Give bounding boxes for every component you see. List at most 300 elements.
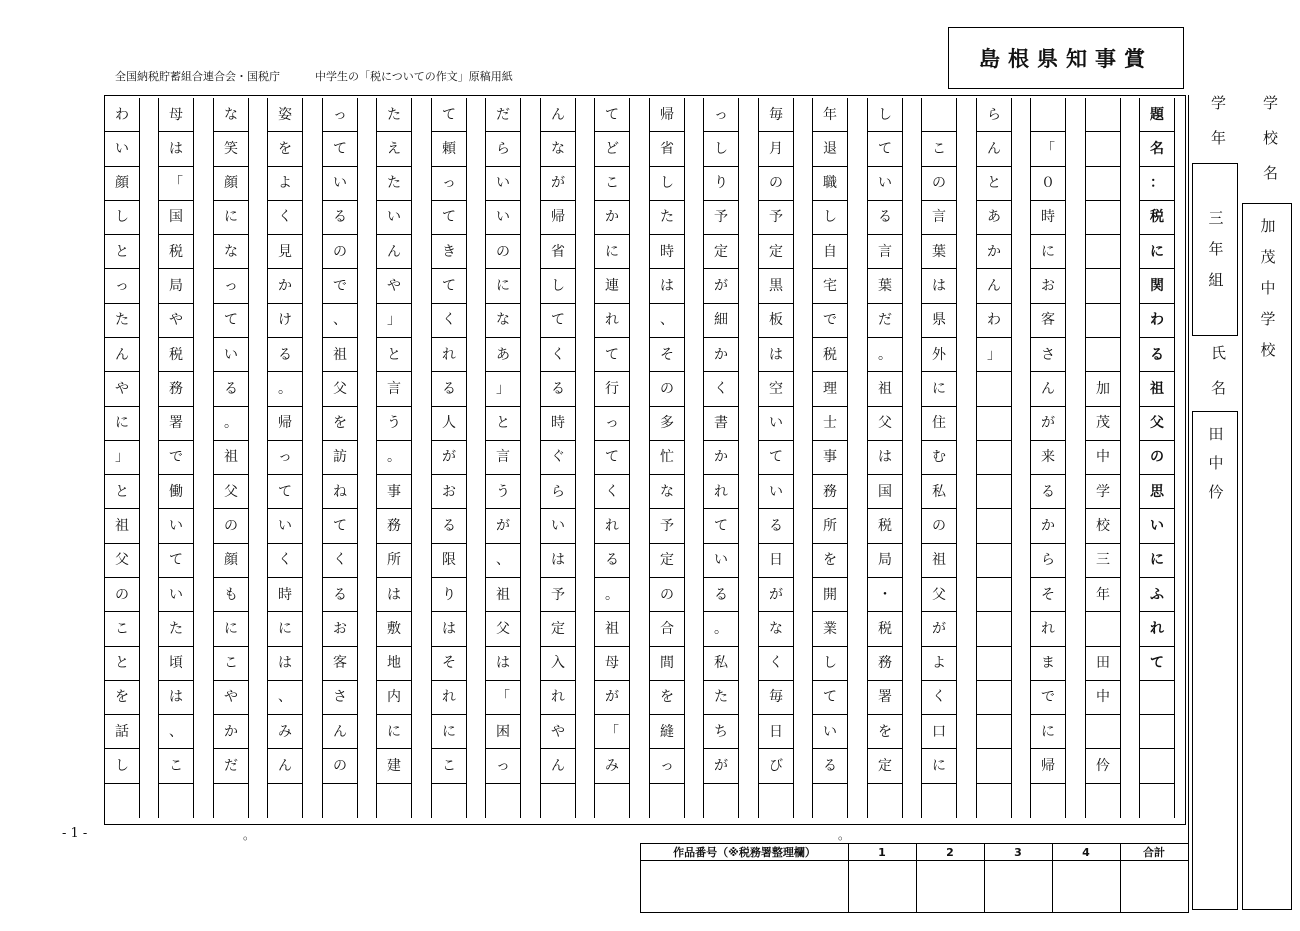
grid-cell (977, 681, 1011, 715)
grid-cell: ０ (1031, 167, 1065, 201)
tally-col-2: 2 (946, 845, 954, 859)
grid-cell: 書 (704, 407, 738, 441)
grid-cell: 言 (922, 201, 956, 235)
grid-cell: 話 (105, 715, 139, 749)
grid-cell: 業 (813, 612, 847, 646)
grid-cell: に (214, 201, 248, 235)
grid-cell: て (595, 98, 629, 132)
grade-value: 三年組 (1206, 210, 1225, 303)
grid-cell: 署 (868, 681, 902, 715)
grid-cell: れ (432, 338, 466, 372)
grid-cell: 笑 (214, 132, 248, 166)
grid-cell: っ (105, 269, 139, 303)
grid-cell: い (486, 167, 520, 201)
grid-cell: の (105, 578, 139, 612)
grid-cell: 口 (922, 715, 956, 749)
grid-cell: を (813, 544, 847, 578)
grid-cell: る (432, 372, 466, 406)
grid-cell: ん (377, 235, 411, 269)
grid-cell: み (268, 715, 302, 749)
grid-cell: く (595, 475, 629, 509)
grid-cell: に (486, 269, 520, 303)
grid-cell (1086, 201, 1120, 235)
grid-cell: い (1140, 509, 1174, 543)
page-number: - 1 - (62, 826, 88, 841)
grid-cell: れ (704, 475, 738, 509)
grid-cell: お (323, 612, 357, 646)
grid-cell (868, 784, 902, 818)
grid-cell: よ (922, 647, 956, 681)
grid-cell: 茂 (1086, 407, 1120, 441)
grid-cell: 父 (922, 578, 956, 612)
grid-cell: て (159, 544, 193, 578)
grid-cell: 時 (541, 407, 575, 441)
grid-cell: ん (1031, 372, 1065, 406)
grid-cell: の (922, 167, 956, 201)
grid-cell: で (323, 269, 357, 303)
sidebar-divider (1188, 95, 1189, 910)
grid-cell: 」 (977, 338, 1011, 372)
grid-cell: 省 (541, 235, 575, 269)
grid-cell: し (541, 269, 575, 303)
grid-cell: き (432, 235, 466, 269)
grid-cell: を (650, 681, 684, 715)
grid-cell: な (214, 235, 248, 269)
grid-cell: そ (650, 338, 684, 372)
grid-cell: な (759, 612, 793, 646)
grid-cell: て (268, 475, 302, 509)
grid-cell (922, 784, 956, 818)
grid-cell (323, 784, 357, 818)
grid-cell: な (650, 475, 684, 509)
grid-cell: く (432, 304, 466, 338)
grid-cell: 祖 (595, 612, 629, 646)
grid-cell: く (268, 544, 302, 578)
grid-cell: 予 (650, 509, 684, 543)
grid-cell (1086, 235, 1120, 269)
grid-cell: は (432, 612, 466, 646)
grid-cell: さ (323, 681, 357, 715)
grid-cell: る (595, 544, 629, 578)
grid-cell: を (323, 407, 357, 441)
grid-cell: か (704, 338, 738, 372)
grid-cell: が (704, 749, 738, 783)
grid-cell: や (377, 269, 411, 303)
grid-cell: 祖 (105, 509, 139, 543)
grid-cell: く (323, 544, 357, 578)
grid-cell: い (486, 201, 520, 235)
grid-cell: い (214, 338, 248, 372)
grid-cell: れ (595, 304, 629, 338)
grid-cell: に (432, 715, 466, 749)
grid-cell: 客 (323, 647, 357, 681)
grid-cell: 帰 (650, 98, 684, 132)
grid-cell: 板 (759, 304, 793, 338)
grid-cell (977, 784, 1011, 818)
grid-cell: の (922, 509, 956, 543)
grid-cell (1031, 98, 1065, 132)
grid-cell: い (323, 167, 357, 201)
grid-cell: 所 (813, 509, 847, 543)
tally-col-total: 合計 (1143, 846, 1165, 859)
grid-cell: と (105, 475, 139, 509)
grid-cell: が (541, 167, 575, 201)
grid-cell: け (268, 304, 302, 338)
grid-cell: が (486, 509, 520, 543)
grid-cell: 頼 (432, 132, 466, 166)
grid-cell: 内 (377, 681, 411, 715)
grid-cell: と (105, 647, 139, 681)
grid-cell: 中 (1086, 681, 1120, 715)
grid-cell: し (813, 201, 847, 235)
grid-cell: と (977, 167, 1011, 201)
grid-cell: 務 (813, 475, 847, 509)
grid-cell: 予 (704, 201, 738, 235)
grid-cell: 理 (813, 372, 847, 406)
grid-cell (977, 612, 1011, 646)
grid-cell: 人 (432, 407, 466, 441)
grid-cell: 顔 (105, 167, 139, 201)
grid-cell: い (159, 509, 193, 543)
grid-cell: わ (977, 304, 1011, 338)
grid-cell: 務 (159, 372, 193, 406)
grid-cell: 見 (268, 235, 302, 269)
grid-cell: 時 (1031, 201, 1065, 235)
grid-cell: 、 (486, 544, 520, 578)
grid-cell: ん (541, 749, 575, 783)
grid-cell (214, 784, 248, 818)
grid-cell: 定 (650, 544, 684, 578)
grid-cell: た (105, 304, 139, 338)
grid-cell: に (268, 612, 302, 646)
grid-cell: り (432, 578, 466, 612)
grid-cell: た (377, 98, 411, 132)
grid-cell: 事 (813, 441, 847, 475)
grid-cell: 客 (1031, 304, 1065, 338)
grid-cell: い (759, 407, 793, 441)
grid-cell (541, 784, 575, 818)
grid-cell: て (759, 441, 793, 475)
grid-cell: 帰 (268, 407, 302, 441)
grid-cell: の (759, 167, 793, 201)
grid-cell: 思 (1140, 475, 1174, 509)
form-title: 中学生の「税についての作文」原稿用紙 (315, 70, 513, 83)
grid-cell: て (595, 441, 629, 475)
grid-cell: る (1140, 338, 1174, 372)
grid-cell: れ (595, 509, 629, 543)
grid-cell: 「 (486, 681, 520, 715)
grid-cell: 職 (813, 167, 847, 201)
grid-cell: あ (486, 338, 520, 372)
grid-cell (377, 784, 411, 818)
grid-cell: た (704, 681, 738, 715)
grid-cell: 事 (377, 475, 411, 509)
grade-label: 学年 (1209, 95, 1227, 165)
grid-cell: は (759, 338, 793, 372)
grid-column (1139, 98, 1175, 818)
grid-cell: が (595, 681, 629, 715)
grid-cell: に (377, 715, 411, 749)
grid-cell: に (922, 372, 956, 406)
grid-cell: 細 (704, 304, 738, 338)
grid-cell: も (214, 578, 248, 612)
grid-cell: る (541, 372, 575, 406)
grid-cell: ・ (868, 578, 902, 612)
grid-cell (432, 784, 466, 818)
name-value: 田中仱 (1206, 426, 1225, 513)
grid-cell: な (486, 304, 520, 338)
grid-cell: 言 (868, 235, 902, 269)
tally-table (640, 843, 1189, 913)
grid-cell: っ (650, 749, 684, 783)
grid-cell: ら (1031, 544, 1065, 578)
grid-cell: る (323, 201, 357, 235)
grid-cell: い (541, 509, 575, 543)
grid-cell: る (868, 201, 902, 235)
grid-cell (1086, 98, 1120, 132)
grid-cell: は (159, 132, 193, 166)
grid-cell: に (1140, 544, 1174, 578)
grid-cell (977, 509, 1011, 543)
grid-cell: を (105, 681, 139, 715)
grid-cell: て (323, 132, 357, 166)
grid-cell: 葉 (922, 235, 956, 269)
grid-column (540, 98, 576, 818)
grid-cell: 、 (268, 681, 302, 715)
grid-column (158, 98, 194, 818)
grid-cell: て (432, 201, 466, 235)
grid-column (376, 98, 412, 818)
grid-cell: 。 (214, 407, 248, 441)
grid-cell: 多 (650, 407, 684, 441)
grid-cell (813, 784, 847, 818)
grid-cell: れ (541, 681, 575, 715)
grid-cell: て (214, 304, 248, 338)
grid-cell: が (759, 578, 793, 612)
grid-cell: て (813, 681, 847, 715)
grid-cell: か (595, 201, 629, 235)
grid-cell: っ (486, 749, 520, 783)
grid-cell: 「 (159, 167, 193, 201)
grid-cell: 年 (1086, 578, 1120, 612)
grid-cell: と (486, 407, 520, 441)
grid-cell: は (541, 544, 575, 578)
grid-cell: わ (105, 98, 139, 132)
grid-cell: っ (595, 407, 629, 441)
grid-cell: る (759, 509, 793, 543)
grid-cell (1086, 304, 1120, 338)
grid-cell: 年 (813, 98, 847, 132)
grid-cell: ん (977, 269, 1011, 303)
grid-cell (1140, 681, 1174, 715)
grid-cell: く (759, 647, 793, 681)
grid-cell: 祖 (868, 372, 902, 406)
grid-cell (650, 784, 684, 818)
grid-cell: く (922, 681, 956, 715)
grid-cell (977, 372, 1011, 406)
grid-cell: や (541, 715, 575, 749)
grid-cell: 税 (868, 509, 902, 543)
grid-cell: 限 (432, 544, 466, 578)
grid-cell: る (432, 509, 466, 543)
grid-cell: 加 (1086, 372, 1120, 406)
grid-cell: の (214, 509, 248, 543)
grid-cell: る (214, 372, 248, 406)
grid-cell: 日 (759, 544, 793, 578)
grid-cell: し (105, 201, 139, 235)
grid-cell (977, 578, 1011, 612)
grid-cell: 開 (813, 578, 847, 612)
grid-cell: お (1031, 269, 1065, 303)
grid-cell: い (813, 715, 847, 749)
grid-cell: と (105, 235, 139, 269)
grid-cell: 省 (650, 132, 684, 166)
grid-cell: 祖 (922, 544, 956, 578)
grid-cell: ど (595, 132, 629, 166)
grid-cell: 来 (1031, 441, 1065, 475)
organization-name: 全国納税貯蓄組合連合会・国税庁 (115, 70, 280, 83)
grid-cell: 祖 (214, 441, 248, 475)
grid-cell: こ (595, 167, 629, 201)
grid-cell: に (1140, 235, 1174, 269)
grid-cell: こ (214, 647, 248, 681)
grid-cell: に (105, 407, 139, 441)
grid-cell (268, 784, 302, 818)
grid-cell: だ (486, 98, 520, 132)
grid-cell: そ (432, 647, 466, 681)
grid-cell: い (159, 578, 193, 612)
grid-cell: 」 (105, 441, 139, 475)
grid-cell: い (268, 509, 302, 543)
tally-col-4: 4 (1082, 845, 1090, 859)
grid-cell: 父 (486, 612, 520, 646)
grid-cell (977, 475, 1011, 509)
grid-cell: 定 (868, 749, 902, 783)
grid-cell: 外 (922, 338, 956, 372)
grid-column (431, 98, 467, 818)
grid-cell: る (268, 338, 302, 372)
grid-cell: し (105, 749, 139, 783)
award-box: 島根県知事賞 (948, 27, 1184, 89)
grid-cell: の (1140, 441, 1174, 475)
grid-cell: 訪 (323, 441, 357, 475)
grid-cell: 」 (377, 304, 411, 338)
grid-column (322, 98, 358, 818)
grid-cell: 退 (813, 132, 847, 166)
manuscript-grid (104, 95, 1186, 825)
grid-cell: わ (1140, 304, 1174, 338)
grid-cell: 。 (704, 612, 738, 646)
grid-cell: が (704, 269, 738, 303)
grid-cell (922, 98, 956, 132)
grid-cell: や (214, 681, 248, 715)
grid-cell: こ (159, 749, 193, 783)
school-value: 加茂中学校 (1258, 218, 1277, 373)
grid-cell: 帰 (1031, 749, 1065, 783)
grid-cell: 入 (541, 647, 575, 681)
grid-cell: だ (868, 304, 902, 338)
grid-cell (1086, 612, 1120, 646)
grid-cell: や (159, 304, 193, 338)
grid-column (1030, 98, 1066, 818)
grid-cell: 定 (759, 235, 793, 269)
grid-cell: な (214, 98, 248, 132)
grid-cell: く (541, 338, 575, 372)
grid-cell (977, 441, 1011, 475)
grid-cell: 「 (595, 715, 629, 749)
grid-cell (977, 749, 1011, 783)
grid-column (976, 98, 1012, 818)
grid-cell (977, 544, 1011, 578)
grid-cell: 税 (159, 338, 193, 372)
grade-box (1192, 163, 1238, 336)
grid-cell: 月 (759, 132, 793, 166)
grid-cell: 言 (377, 372, 411, 406)
grid-cell: さ (1031, 338, 1065, 372)
overflow-mark-right: 。 (838, 828, 851, 842)
grid-cell: 時 (650, 235, 684, 269)
grid-cell: 姿 (268, 98, 302, 132)
grid-cell: て (868, 132, 902, 166)
grid-cell: 私 (922, 475, 956, 509)
grid-column (213, 98, 249, 818)
grid-cell: 父 (214, 475, 248, 509)
grid-cell: 名 (1140, 132, 1174, 166)
grid-cell: 顔 (214, 544, 248, 578)
grid-cell: 士 (813, 407, 847, 441)
grid-cell: れ (1031, 612, 1065, 646)
grid-cell: は (868, 441, 902, 475)
grid-cell: な (541, 132, 575, 166)
grid-cell: 黒 (759, 269, 793, 303)
grid-cell: 縫 (650, 715, 684, 749)
grid-cell: 行 (595, 372, 629, 406)
grid-cell (1086, 338, 1120, 372)
grid-cell: 祖 (486, 578, 520, 612)
grid-cell: 田 (1086, 647, 1120, 681)
grid-cell: る (704, 578, 738, 612)
grid-cell: ん (541, 98, 575, 132)
grid-cell: が (922, 612, 956, 646)
grid-cell: こ (922, 132, 956, 166)
grid-cell: 税 (159, 235, 193, 269)
grid-cell (1031, 784, 1065, 818)
grid-cell: 頃 (159, 647, 193, 681)
grid-cell: 、 (159, 715, 193, 749)
grid-cell: い (759, 475, 793, 509)
grid-cell: 局 (868, 544, 902, 578)
grid-cell: に (1031, 235, 1065, 269)
grid-cell: 関 (1140, 269, 1174, 303)
grid-cell: 毎 (759, 681, 793, 715)
grid-cell: た (377, 167, 411, 201)
grid-cell: う (486, 475, 520, 509)
grid-cell (977, 407, 1011, 441)
grid-cell: 父 (105, 544, 139, 578)
grid-cell: 合 (650, 612, 684, 646)
grid-cell: が (432, 441, 466, 475)
grid-cell: よ (268, 167, 302, 201)
grid-cell (759, 784, 793, 818)
grid-cell: 題 (1140, 98, 1174, 132)
grid-cell: 予 (541, 578, 575, 612)
grid-cell: 。 (377, 441, 411, 475)
grid-cell: 時 (268, 578, 302, 612)
grid-cell: っ (214, 269, 248, 303)
grid-cell: る (813, 749, 847, 783)
name-box (1192, 411, 1238, 910)
grid-cell: 帰 (541, 201, 575, 235)
